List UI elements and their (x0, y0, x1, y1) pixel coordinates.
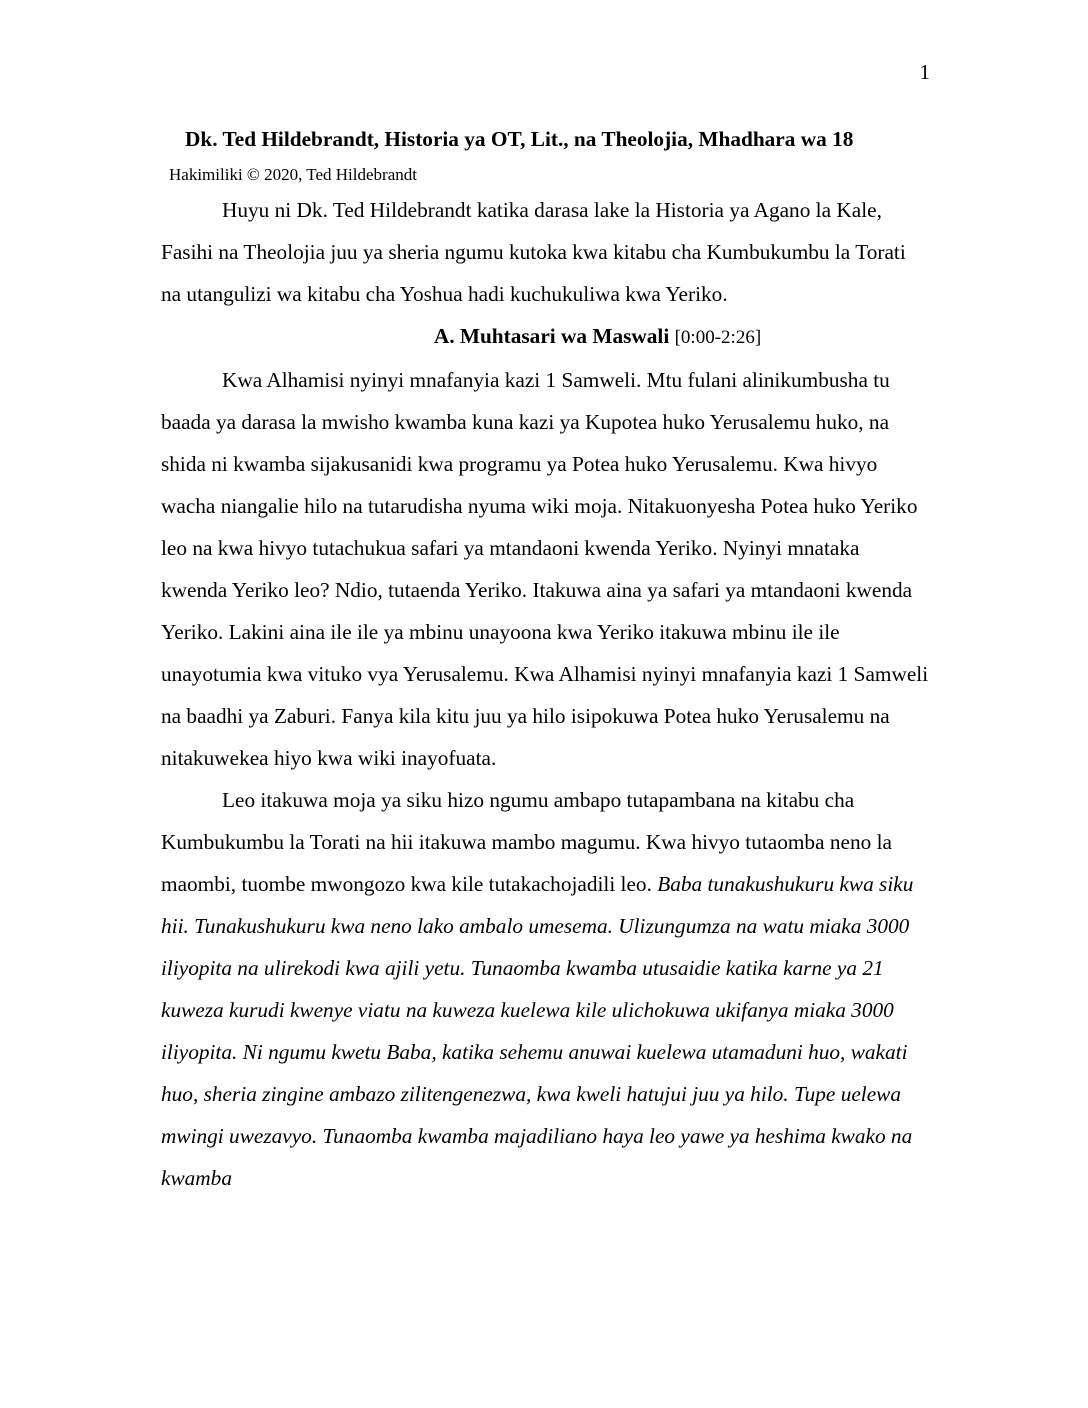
paragraph-text: Leo itakuwa moja ya siku hizo ngumu ambapo tutapambana na kitabu cha Kumbukumbu la Torati na hii itakuwa mambo magumu. Kwa hivyo tutaomba neno la maombi, tuombe mwongozo kwa kile tutakachojadili leo. (161, 788, 892, 896)
prayer-text-italic: Baba tunakushukuru kwa siku hii. Tunakushukuru kwa neno lako ambalo umesema. Ulizungumza na watu miaka 3000 iliyopita na ulirekodi kwa ajili yetu. Tunaomba kwamba utusaidie katika karne ya 21 kuweza kurudi kwenye viatu na kuweza kuelewa kile ulichokuwa ukifanya miaka 3000 iliyopita. Ni ngumu kwetu Baba, katika sehemu anuwai kuelewa utamaduni huo, wakati huo, sheria zingine ambazo zilitengenezwa, kwa kweli hatujui juu ya hilo. Tupe uelewa mwingi uwezavyo. Tunaomba kwamba majadiliano haya leo yawe ya heshima kwako na kwamba (161, 872, 914, 1190)
section-heading (161, 315, 930, 359)
page-content (161, 0, 930, 1199)
intro-paragraph: Huyu ni Dk. Ted Hildebrandt katika darasa lake la Historia ya Agano la Kale, Fasihi na Theolojia juu ya sheria ngumu kutoka kwa kitabu cha Kumbukumbu la Torati na utangulizi wa kitabu cha Yoshua hadi kuchukuliwa kwa Yeriko. (161, 198, 906, 306)
document-title: Dk. Ted Hildebrandt, Historia ya OT, Lit., na Theolojia, Mhadhara wa 18 (185, 127, 854, 151)
body-paragraph (161, 779, 930, 1199)
paragraph-text: Kwa Alhamisi nyinyi mnafanyia kazi 1 Samweli. Mtu fulani alinikumbusha tu baada ya darasa la mwisho kwamba kuna kazi ya Kupotea huko Yerusalemu huko, na shida ni kwamba sijakusanidi kwa programu ya Potea huko Yerusalemu. Kwa hivyo wacha niangalie hilo na tutarudisha nyuma wiki moja. Nitakuonyesha Potea huko Yeriko leo na kwa hivyo tutachukua safari ya mtandaoni kwenda Yeriko. Nyinyi mnataka kwenda Yeriko leo? Ndio, tutaenda Yeriko. Itakuwa aina ya safari ya mtandaoni kwenda Yeriko. Lakini aina ile ile ya mbinu unayoona kwa Yeriko itakuwa mbinu ile ile unayotumia kwa vituko vya Yerusalemu. Kwa Alhamisi nyinyi mnafanyia kazi 1 Samweli na baadhi ya Zaburi. Fanya kila kitu juu ya hilo isipokuwa Potea huko Yerusalemu na nitakuwekea hiyo kwa wiki inayofuata. (161, 368, 929, 770)
section-timestamp: [0:00-2:26] (674, 327, 762, 348)
body-paragraphs (161, 359, 930, 1199)
section-heading-label: A. Muhtasari wa Maswali (433, 324, 670, 348)
body-paragraph (161, 359, 930, 779)
copyright-line: Hakimiliki © 2020, Ted Hildebrandt (169, 165, 417, 184)
page-number: 1 (919, 60, 930, 84)
